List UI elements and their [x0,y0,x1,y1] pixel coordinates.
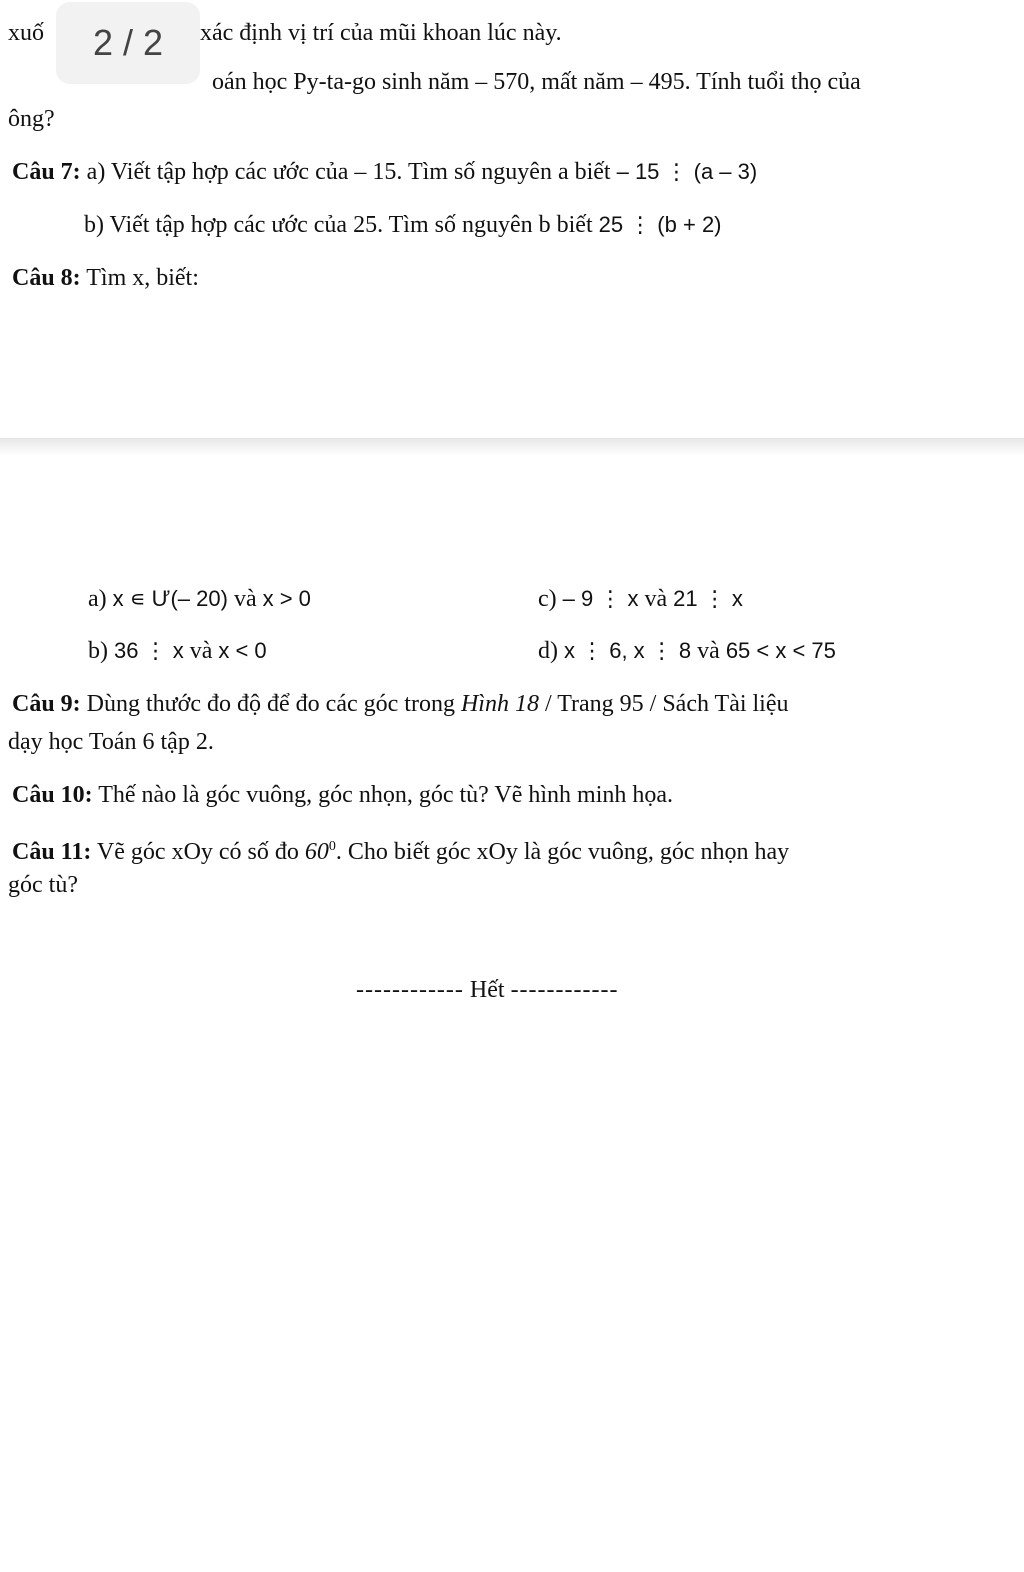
q8a-and: và [227,586,263,612]
q8d-math2: 65 < x < 75 [725,638,836,663]
question-9-line2: dạy học Toán 6 tập 2. [8,729,214,755]
q8a-label: a) [88,586,113,612]
q8b-and: và [183,638,219,664]
q8d-label: d) [538,638,564,664]
page-divider [0,438,1024,456]
question-9 [12,689,789,719]
q9-label: Câu 9: [12,691,81,717]
q8-item-c [538,584,743,614]
q8d-math: x ⋮ 6, x ⋮ 8 [564,638,692,663]
q9-text-a: Dùng thước đo độ để đo các góc trong [80,691,461,717]
question-11-line2: góc tù? [8,872,78,898]
q7a-text: a) Viết tập hợp các ước của – 15. Tìm số nguyên a biết [80,159,617,185]
q8-item-d [538,636,836,666]
q11-label: Câu 11: [12,839,92,865]
line1-text: xác định vị trí của mũi khoan lúc này. [200,20,562,46]
q9-figure-ref: Hình 18 [460,691,539,717]
q8b-label: b) [88,638,114,664]
question-8 [12,263,199,293]
question-10 [12,780,673,810]
end-marker [356,975,618,1005]
q7b-math: 25 ⋮ (b + 2) [598,212,722,237]
q8d-and: và [691,638,726,664]
q8-item-a [88,584,311,614]
q8-item-b [88,636,267,666]
q11-text-b: . Cho biết góc xOy là góc vuông, góc nhọn hay [335,839,790,865]
q8-text: Tìm x, biết: [80,265,199,291]
question-7b [84,210,722,240]
line3-text: ông? [8,106,55,132]
question-7a [12,157,757,187]
end-dashes-left: ------------ [356,977,464,1003]
q8a-math: x ∊ Ư(– 20) [112,586,228,611]
q10-label: Câu 10: [12,782,93,808]
question-11 [12,832,789,867]
line2-text: oán học Py-ta-go sinh năm – 570, mất năm – 495. Tính tuổi thọ của [212,69,861,95]
q8b-math: 36 ⋮ x [114,638,184,663]
q11-text-a: Vẽ góc xOy có số đo [91,839,305,865]
q7a-math: – 15 ⋮ (a – 3) [616,159,758,184]
page-indicator-text: 2 / 2 [92,22,164,63]
q7-label: Câu 7: [12,159,81,185]
q11-degree: 0 [328,839,336,854]
q8b-math2: x < 0 [218,638,267,663]
q11-angle: 60 [304,839,329,865]
end-dashes-right: ------------ [510,977,619,1003]
page-indicator-badge [56,2,200,84]
line1-prefix: xuố [8,20,44,46]
q7b-text: b) Viết tập hợp các ước của 25. Tìm số nguyên b biết [84,212,599,238]
q8a-math2: x > 0 [262,586,311,611]
q9-text-b: / Trang 95 / Sách Tài liệu [538,691,789,717]
q8c-math: – 9 ⋮ x [562,586,639,611]
q8c-label: c) [538,586,563,612]
q8-label: Câu 8: [12,265,81,291]
q8c-math2: 21 ⋮ x [673,586,743,611]
q8c-and: và [638,586,674,612]
q10-text: Thế nào là góc vuông, góc nhọn, góc tù? Vẽ hình minh họa. [92,782,674,808]
end-text: Hết [463,977,511,1003]
